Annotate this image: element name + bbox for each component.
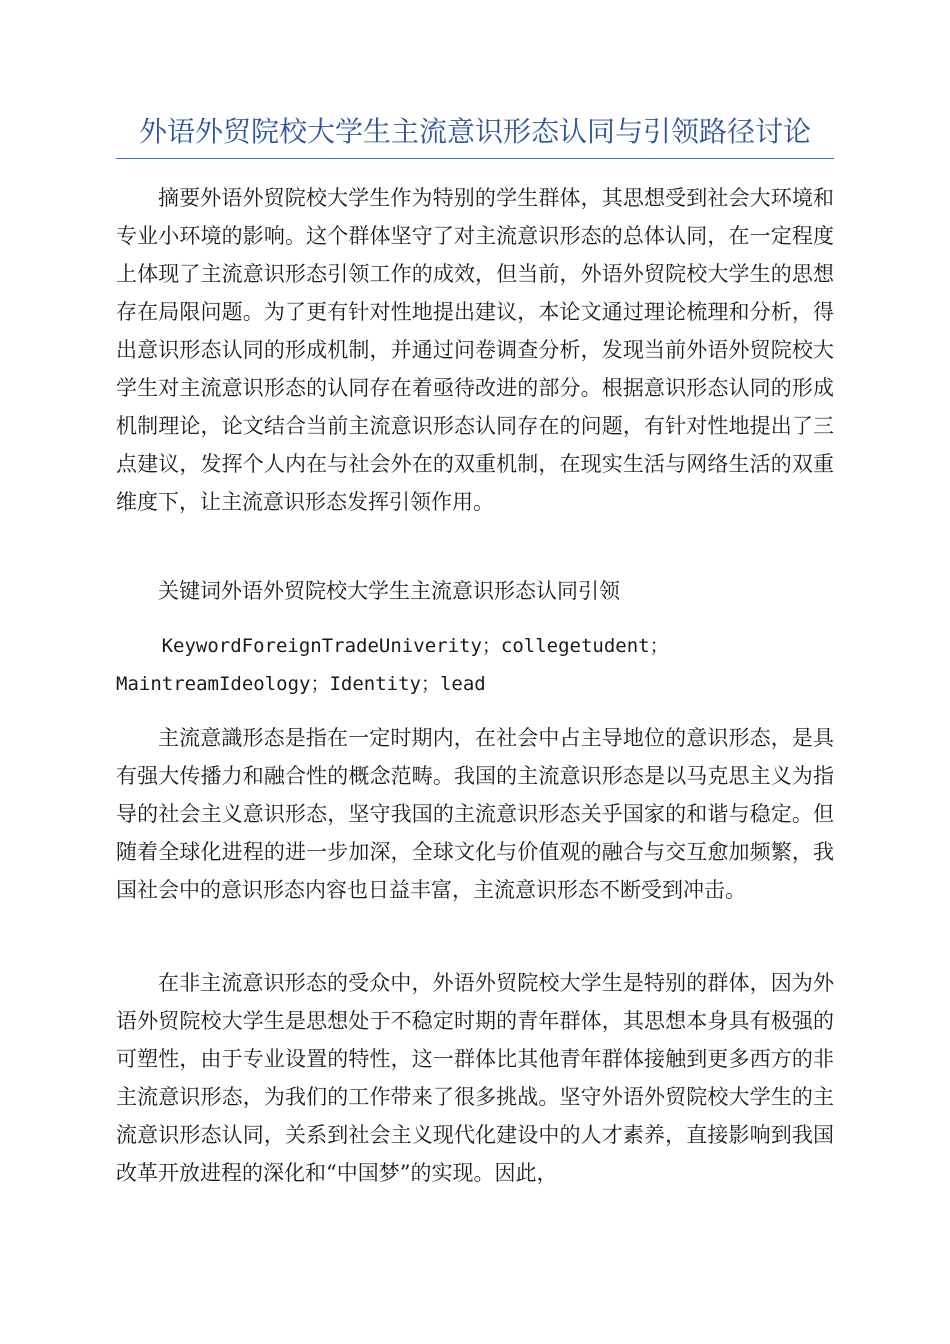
- body-paragraph-2: 在非主流意识形态的受众中，外语外贸院校大学生是特别的群体，因为外语外贸院校大学生是思想处于不稳定时期的青年群体，其思想本身具有极强的可塑性，由于专业设置的特性，这一群体比其他青年群体接触到更多西方的非主流意识形态，为我们的工作带来了很多挑战。坚守外语外贸院校大学生的主流意识形态认同，关系到社会主义现代化建设中的人才素养，直接影响到我国改革开放进程的深化和“中国梦”的实现。因此，: [116, 971, 834, 1185]
- keywords-cn: 关键词外语外贸院校大学生主流意识形态认同引领: [158, 579, 620, 603]
- body-paragraph-2-block: [116, 964, 834, 1192]
- keywords-en-line1: KeywordForeignTradeUniverity；collegetudent；: [161, 635, 669, 657]
- title-block: [116, 110, 834, 159]
- abstract-block: [116, 179, 834, 521]
- document-title: 外语外贸院校大学生主流意识形态认同与引领路径讨论: [138, 115, 811, 148]
- abstract-paragraph: 摘要外语外贸院校大学生作为特别的学生群体，其思想受到社会大环境和专业小环境的影响。这个群体坚守了对主流意识形态的总体认同，在一定程度上体现了主流意识形态引领工作的成效，但当前，外语外贸院校大学生的思想存在局限问题。为了更有针对性地提出建议，本论文通过理论梳理和分析，得出意识形态认同的形成机制，并通过问卷调查分析，发现当前外语外贸院校大学生对主流意识形态的认同存在着亟待改进的部分。根据意识形态认同的形成机制理论，论文结合当前主流意识形态认同存在的问题，有针对性地提出了三点建议，发挥个人内在与社会外在的双重机制，在现实生活与网络生活的双重维度下，让主流意识形态发挥引领作用。: [116, 186, 834, 514]
- keywords-cn-block: [116, 572, 834, 610]
- keywords-en-block: [116, 627, 834, 703]
- body-paragraph-1-block: [116, 719, 834, 909]
- keywords-en-line2: MaintreamIdeology；Identity；lead: [116, 673, 486, 695]
- body-paragraph-1: 主流意識形态是指在一定时期内，在社会中占主导地位的意识形态，是具有强大传播力和融合性的概念范畴。我国的主流意识形态是以马克思主义为指导的社会主义意识形态，坚守我国的主流意识形态关乎国家的和谐与稳定。但随着全球化进程的进一步加深，全球文化与价值观的融合与交互愈加频繁，我国社会中的意识形态内容也日益丰富，主流意识形态不断受到冲击。: [116, 726, 834, 902]
